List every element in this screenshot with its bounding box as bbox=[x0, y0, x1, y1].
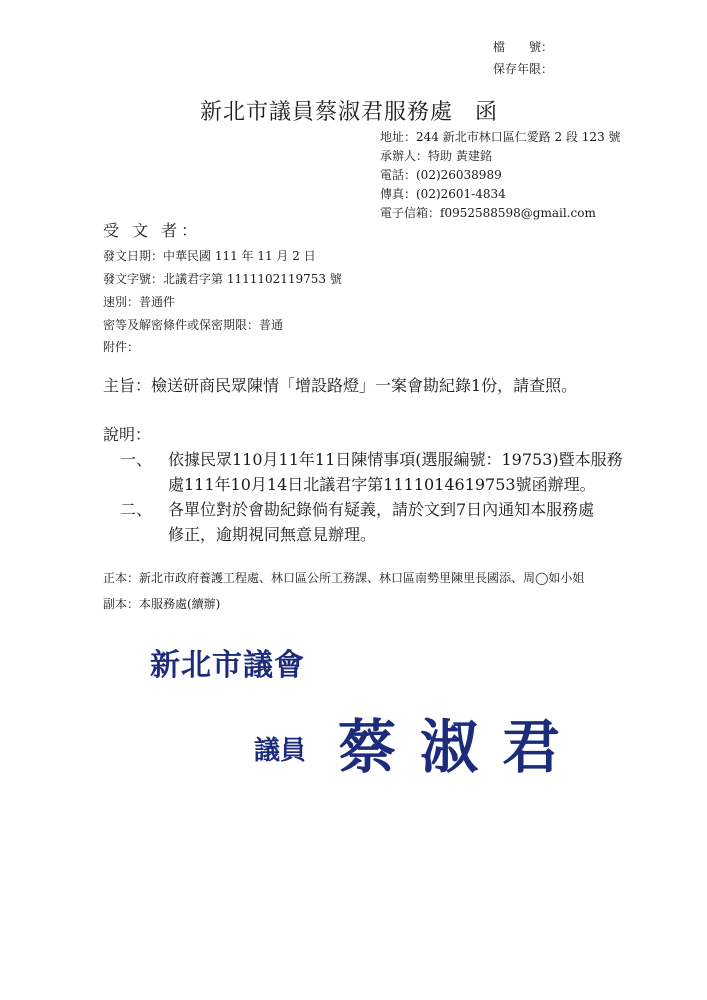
document-type: 函 bbox=[475, 100, 499, 125]
description-item-number: 二、 bbox=[120, 500, 153, 519]
contact-phone: 電話：(02)26038989 bbox=[380, 168, 502, 182]
file-number-label: 檔 號： bbox=[493, 40, 554, 54]
contact-email: 電子信箱：f0952588598@gmail.com bbox=[380, 206, 596, 220]
delivery-speed: 速別：普通件 bbox=[103, 295, 176, 309]
retention-period-label: 保存年限： bbox=[493, 62, 554, 76]
office-name: 新北市議員蔡淑君服務處 bbox=[200, 100, 454, 125]
copy-recipients: 副本：本服務處(續辦) bbox=[103, 597, 221, 611]
subject-line: 主旨：檢送研商民眾陳情「增設路燈」一案會勘紀錄1份，請查照。 bbox=[103, 376, 578, 395]
description-item-line: 修正，逾期視同無意見辦理。 bbox=[168, 525, 377, 544]
reference-number: 發文字號：北議君字第 1111102119753 號 bbox=[103, 272, 342, 286]
issue-date: 發文日期：中華民國 111 年 11 月 2 日 bbox=[103, 249, 316, 263]
contact-address: 地址：244 新北市林口區仁愛路 2 段 123 號 bbox=[380, 130, 621, 144]
page-title bbox=[200, 95, 498, 126]
contact-handler: 承辦人：特助 黃建銘 bbox=[380, 149, 492, 163]
description-item-line: 處111年10月14日北議君字第1111014619753號函辦理。 bbox=[168, 475, 596, 494]
classification: 密等及解密條件或保密期限：普通 bbox=[103, 318, 284, 332]
original-recipients: 正本：新北市政府養護工程處、林口區公所工務課、林口區南勢里陳里長國添、周◯如小姐 bbox=[103, 571, 585, 585]
description-item-line: 各單位對於會勘紀錄倘有疑義，請於文到7日內通知本服務處 bbox=[168, 500, 595, 519]
contact-fax: 傳真：(02)2601-4834 bbox=[380, 187, 506, 201]
councilor-title-stamp: 議員 bbox=[254, 736, 307, 766]
description-item-number: 一、 bbox=[120, 450, 153, 469]
council-stamp: 新北市議會 bbox=[150, 648, 305, 683]
recipient-label: 受 文 者： bbox=[103, 221, 202, 240]
description-heading: 說明： bbox=[103, 425, 152, 444]
councilor-name-stamp: 蔡淑君 bbox=[338, 713, 585, 781]
description-item-line: 依據民眾110月11年11日陳情事項(選服編號：19753)暨本服務 bbox=[168, 450, 623, 469]
attachment-label: 附件： bbox=[103, 340, 140, 354]
